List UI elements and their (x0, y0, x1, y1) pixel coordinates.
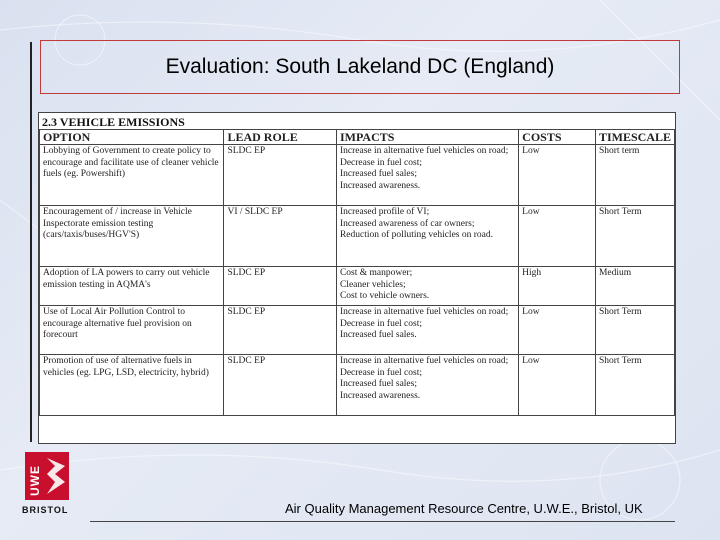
cell-option: Encouragement of / increase in Vehicle Inspectorate emission testing (cars/taxis/buses/HGV'S) (40, 206, 224, 267)
cell-timescale: Short Term (595, 306, 674, 355)
left-divider (30, 42, 32, 442)
table-heading: 2.3 VEHICLE EMISSIONS (42, 115, 185, 129)
table-row (40, 355, 675, 416)
cell-option: Lobbying of Government to create policy to encourage and facilitate use of cleaner vehicle fuels (eg. Powershift) (40, 145, 224, 206)
column-header-lead-role: LEAD ROLE (224, 130, 337, 145)
cell-impacts: Increase in alternative fuel vehicles on road; Decrease in fuel cost; Increased fuel sales. (336, 306, 518, 355)
emissions-table (39, 129, 675, 416)
cell-timescale: Medium (595, 267, 674, 306)
cell-timescale: Short term (595, 145, 674, 206)
uwe-bristol-logo (22, 452, 76, 518)
cell-impacts: Increase in alternative fuel vehicles on road; Decrease in fuel cost; Increased fuel sales; Increased awareness. (336, 355, 518, 416)
cell-costs: High (519, 267, 596, 306)
cell-option: Use of Local Air Pollution Control to encourage alternative fuel provision on forecourt (40, 306, 224, 355)
logo-subtitle: BRISTOL (22, 505, 69, 515)
table-row (40, 267, 675, 306)
cell-lead-role: SLDC EP (224, 267, 337, 306)
table-row (40, 206, 675, 267)
table-header-row (40, 130, 675, 145)
footer-divider (90, 521, 675, 522)
column-header-timescale: TIMESCALE (595, 130, 674, 145)
cell-impacts: Increased profile of VI; Increased awareness of car owners; Reduction of polluting vehicles on road. (336, 206, 518, 267)
cell-option: Adoption of LA powers to carry out vehicle emission testing in AQMA's (40, 267, 224, 306)
emissions-table-container (38, 112, 676, 444)
cell-lead-role: SLDC EP (224, 355, 337, 416)
cell-impacts: Cost & manpower; Cleaner vehicles; Cost to vehicle owners. (336, 267, 518, 306)
cell-timescale: Short Term (595, 355, 674, 416)
cell-option: Promotion of use of alternative fuels in vehicles (eg. LPG, LSD, electricity, hybrid) (40, 355, 224, 416)
title-box (40, 40, 680, 94)
column-header-costs: COSTS (519, 130, 596, 145)
cell-costs: Low (519, 306, 596, 355)
cell-lead-role: SLDC EP (224, 145, 337, 206)
cell-lead-role: SLDC EP (224, 306, 337, 355)
logo-mark-icon (25, 452, 69, 500)
page-title: Evaluation: South Lakeland DC (England) (165, 55, 555, 78)
cell-impacts: Increase in alternative fuel vehicles on road; Decrease in fuel cost; Increased fuel sales; Increased awareness. (336, 145, 518, 206)
cell-costs: Low (519, 145, 596, 206)
cell-costs: Low (519, 206, 596, 267)
table-row (40, 145, 675, 206)
cell-lead-role: VI / SLDC EP (224, 206, 337, 267)
column-header-option: OPTION (40, 130, 224, 145)
table-row (40, 306, 675, 355)
footer-caption: Air Quality Management Resource Centre, U.W.E., Bristol, UK (285, 501, 643, 516)
column-header-impacts: IMPACTS (336, 130, 518, 145)
logo-letters: UWE (28, 465, 42, 496)
cell-timescale: Short Term (595, 206, 674, 267)
cell-costs: Low (519, 355, 596, 416)
